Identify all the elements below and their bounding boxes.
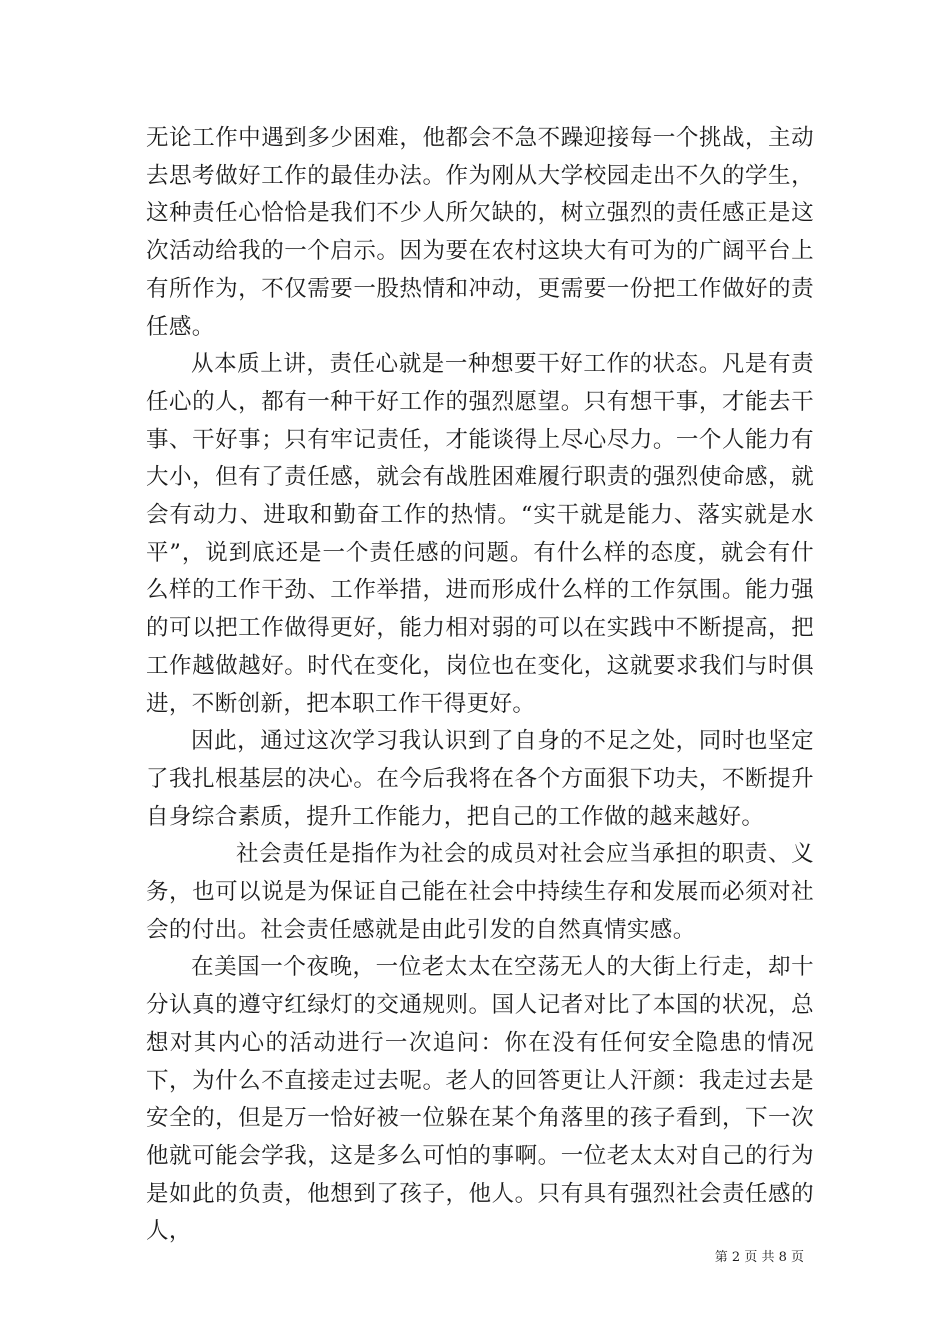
paragraph-conclusion: 因此，通过这次学习我认识到了自身的不足之处，同时也坚定了我扎根基层的决心。在今后我将在各个方面狠下功夫，不断提升自身综合素质，提升工作能力，把自己的工作做的越来越好。 xyxy=(146,728,814,830)
page-number: 第 2 页 共 8 页 xyxy=(714,1250,804,1265)
paragraph-anecdote: 在美国一个夜晚，一位老太太在空荡无人的大街上行走，却十分认真的遵守红绿灯的交通规则。国人记者对比了本国的状况，总想对其内心的活动进行一次追问：你在没有任何安全隐患的情况下，为什么不直接走过去呢。老人的回答更让人汗颜：我走过去是安全的，但是万一恰好被一位躲在某个角落里的孩子看到，下一次他就可能会学我，这是多么可怕的事啊。一位老太太对自己的行为是如此的负责，他想到了孩子，他人。只有具有强烈社会责任感的人， xyxy=(146,954,814,1245)
document-body xyxy=(146,120,814,1251)
paragraph-continuation: 无论工作中遇到多少困难，他都会不急不躁迎接每一个挑战，主动去思考做好工作的最佳办法。作为刚从大学校园走出不久的学生，这种责任心恰恰是我们不少人所欠缺的，树立强烈的责任感正是这次活动给我的一个启示。因为要在农村这块大有可为的广阔平台上有所作为，不仅需要一股热情和冲动，更需要一份把工作做好的责任感。 xyxy=(146,125,814,340)
paragraph-social-responsibility: 社会责任是指作为社会的成员对社会应当承担的职责、义务，也可以说是为保证自己能在社会中持续生存和发展而必须对社会的付出。社会责任感就是由此引发的自然真情实感。 xyxy=(146,841,814,943)
paragraph-responsibility: 从本质上讲，责任心就是一种想要干好工作的状态。凡是有责任心的人，都有一种干好工作的强烈愿望。只有想干事，才能去干事、干好事；只有牢记责任，才能谈得上尽心尽力。一个人能力有大小，但有了责任感，就会有战胜困难履行职责的强烈使命感，就会有动力、进取和勤奋工作的热情。“实干就是能力、落实就是水平”，说到底还是一个责任感的问题。有什么样的态度，就会有什么样的工作干劲、工作举措，进而形成什么样的工作氛围。能力强的可以把工作做得更好，能力相对弱的可以在实践中不断提高，把工作越做越好。时代在变化，岗位也在变化，这就要求我们与时俱进，不断创新，把本职工作干得更好。 xyxy=(146,351,814,717)
